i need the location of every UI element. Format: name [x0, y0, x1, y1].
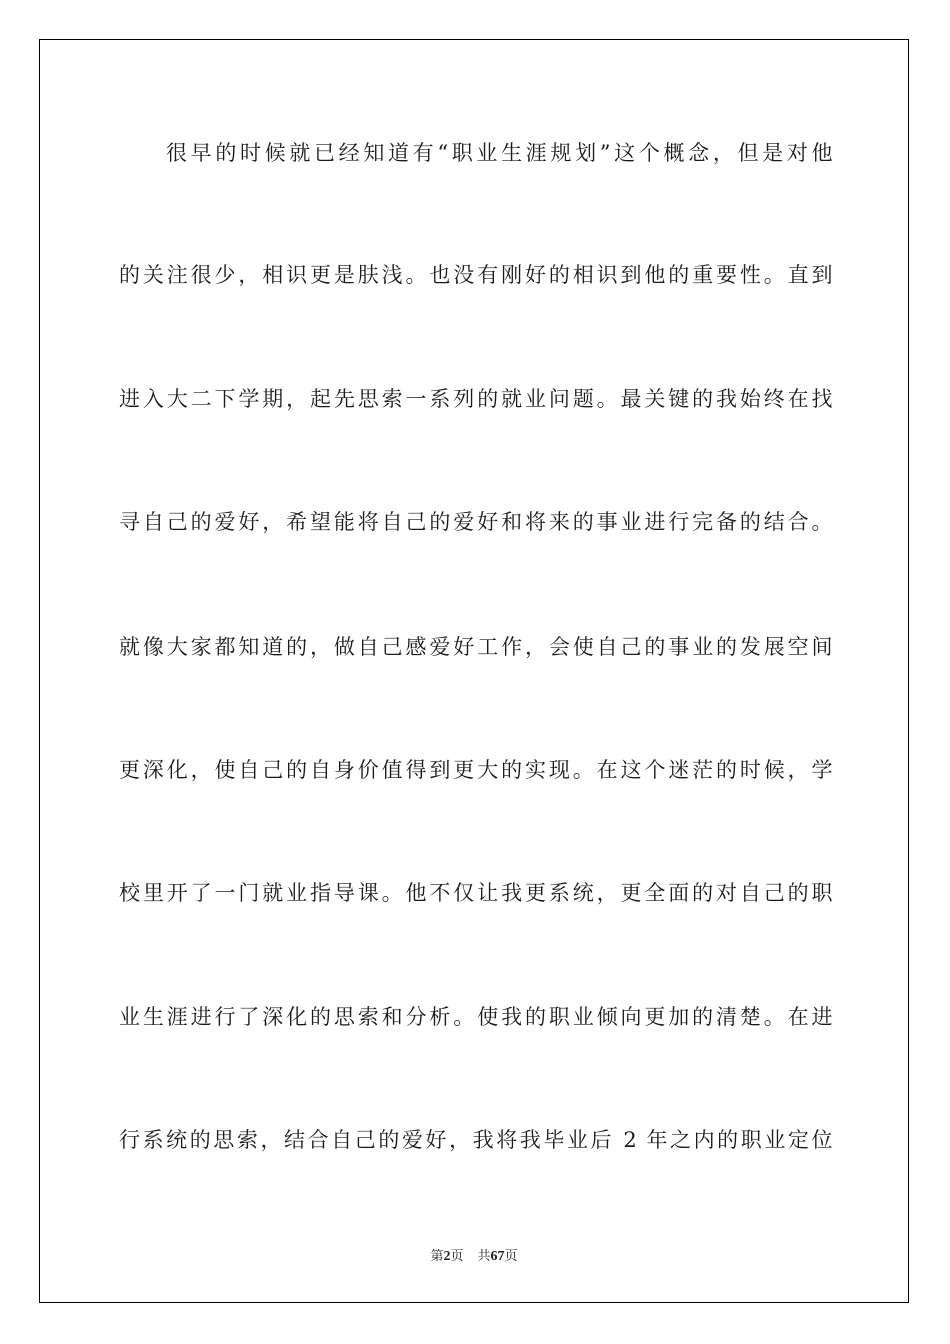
page-prefix: 第 — [430, 1249, 444, 1264]
paragraph-line-6: 更深化，使自己的自身价值得到更大的实现。在这个迷茫的时候，学 — [119, 758, 833, 782]
page-footer — [40, 1248, 908, 1266]
paragraph-line-5: 就像大家都知道的，做自己感爱好工作，会使自己的事业的发展空间 — [119, 635, 833, 659]
paragraph-line-9: 行系统的思索，结合自己的爱好，我将我毕业后 2 年之内的职业定位 — [119, 1128, 833, 1152]
page-suffix: 页 — [450, 1249, 464, 1264]
paragraph-line-7: 校里开了一门就业指导课。他不仅让我更系统，更全面的对自己的职 — [119, 881, 833, 905]
total-prefix: 共 — [477, 1249, 491, 1264]
total-pages: 67 — [490, 1249, 505, 1264]
total-suffix: 页 — [504, 1249, 518, 1264]
paragraph-line-2: 的关注很少，相识更是肤浅。也没有刚好的相识到他的重要性。直到 — [119, 263, 833, 287]
page-number: 2 — [443, 1249, 451, 1264]
paragraph-line-1: 很早的时候就已经知道有“职业生涯规划”这个概念，但是对他 — [166, 141, 833, 165]
paragraph-line-8: 业生涯进行了深化的思索和分析。使我的职业倾向更加的清楚。在进 — [119, 1005, 833, 1029]
document-page — [39, 39, 909, 1303]
paragraph-line-4: 寻自己的爱好，希望能将自己的爱好和将来的事业进行完备的结合。 — [119, 510, 833, 534]
paragraph-line-3: 进入大二下学期，起先思索一系列的就业问题。最关键的我始终在找 — [119, 387, 833, 411]
